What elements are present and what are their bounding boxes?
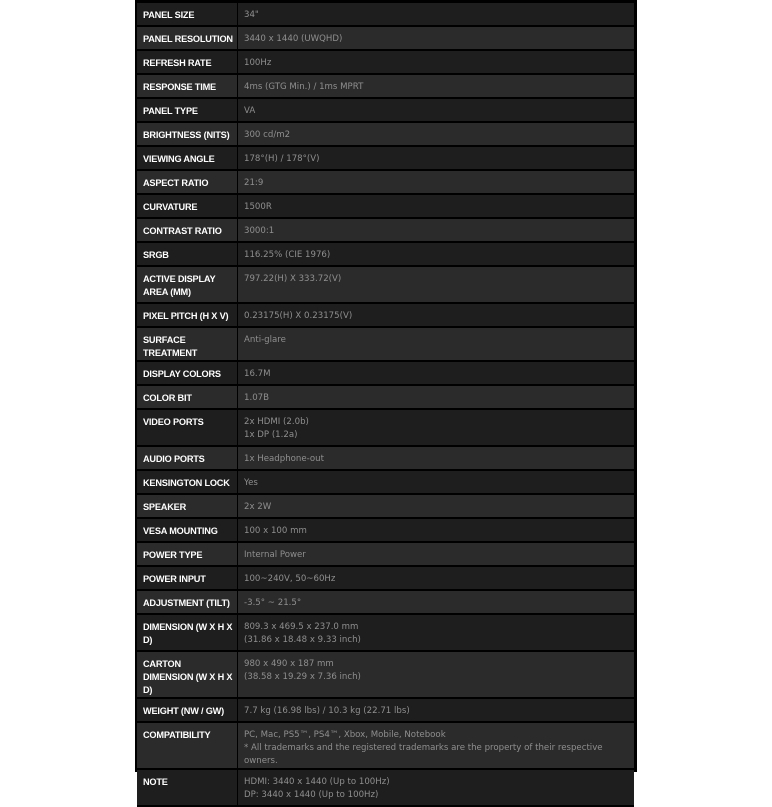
spec-row-panel-resolution [137, 27, 634, 51]
spec-value: Anti-glare [237, 328, 634, 362]
spec-value: 34" [237, 3, 634, 27]
spec-label: ADJUSTMENT (TILT) [137, 591, 237, 615]
spec-value: 300 cd/m2 [237, 123, 634, 147]
spec-row-color-bit [137, 386, 634, 410]
spec-row-speaker [137, 495, 634, 519]
spec-value: 3440 x 1440 (UWQHD) [237, 27, 634, 51]
spec-label: AUDIO PORTS [137, 447, 237, 471]
spec-value: 1.07B [237, 386, 634, 410]
spec-value: 7.7 kg (16.98 lbs) / 10.3 kg (22.71 lbs) [237, 699, 634, 723]
spec-label: VIDEO PORTS [137, 410, 237, 447]
spec-label: POWER INPUT [137, 567, 237, 591]
spec-value: 100~240V, 50~60Hz [237, 567, 634, 591]
spec-value: 2x HDMI (2.0b) 1x DP (1.2a) [237, 410, 634, 447]
spec-label: PANEL TYPE [137, 99, 237, 123]
spec-label: RESPONSE TIME [137, 75, 237, 99]
spec-row-power-input [137, 567, 634, 591]
spec-label: CONTRAST RATIO [137, 219, 237, 243]
spec-value: 16.7M [237, 362, 634, 386]
spec-row-power-type [137, 543, 634, 567]
spec-label: SURFACE TREATMENT [137, 328, 237, 362]
spec-value: 1x Headphone-out [237, 447, 634, 471]
spec-panel [135, 0, 637, 800]
spec-label: SRGB [137, 243, 237, 267]
spec-value: Internal Power [237, 543, 634, 567]
spec-value: 116.25% (CIE 1976) [237, 243, 634, 267]
spec-value: 100Hz [237, 51, 634, 75]
spec-row-brightness [137, 123, 634, 147]
spec-value: 3000:1 [237, 219, 634, 243]
spec-value: 980 x 490 x 187 mm (38.58 x 19.29 x 7.36 inch) [237, 652, 634, 699]
spec-row-audio-ports [137, 447, 634, 471]
spec-label: POWER TYPE [137, 543, 237, 567]
spec-label: VESA MOUNTING [137, 519, 237, 543]
spec-row-panel-type [137, 99, 634, 123]
spec-label: CARTON DIMENSION (W X H X D) [137, 652, 237, 699]
spec-row-active-display-area [137, 267, 634, 304]
spec-row-pixel-pitch [137, 304, 634, 328]
spec-label: COLOR BIT [137, 386, 237, 410]
spec-row-dimension [137, 615, 634, 652]
spec-value: 2x 2W [237, 495, 634, 519]
spec-value: 178°(H) / 178°(V) [237, 147, 634, 171]
spec-value: 100 x 100 mm [237, 519, 634, 543]
spec-label: ASPECT RATIO [137, 171, 237, 195]
spec-row-kensington-lock [137, 471, 634, 495]
spec-label: REFRESH RATE [137, 51, 237, 75]
spec-table [137, 3, 634, 807]
spec-value: 4ms (GTG Min.) / 1ms MPRT [237, 75, 634, 99]
spec-value: -3.5° ~ 21.5° [237, 591, 634, 615]
spec-value: 21:9 [237, 171, 634, 195]
spec-row-video-ports [137, 410, 634, 447]
spec-label: BRIGHTNESS (NITS) [137, 123, 237, 147]
spec-row-panel-size [137, 3, 634, 27]
spec-label: KENSINGTON LOCK [137, 471, 237, 495]
spec-value: 0.23175(H) X 0.23175(V) [237, 304, 634, 328]
spec-row-display-colors [137, 362, 634, 386]
spec-label: WEIGHT (NW / GW) [137, 699, 237, 723]
spec-row-srgb [137, 243, 634, 267]
spec-value: HDMI: 3440 x 1440 (Up to 100Hz) DP: 3440 x 1440 (Up to 100Hz) [237, 770, 634, 807]
spec-value: 809.3 x 469.5 x 237.0 mm (31.86 x 18.48 x 9.33 inch) [237, 615, 634, 652]
spec-label: ACTIVE DISPLAY AREA (MM) [137, 267, 237, 304]
spec-row-curvature [137, 195, 634, 219]
spec-row-adjustment-tilt [137, 591, 634, 615]
spec-value: 1500R [237, 195, 634, 219]
spec-row-compatibility [137, 723, 634, 770]
spec-label: COMPATIBILITY [137, 723, 237, 770]
spec-label: CURVATURE [137, 195, 237, 219]
spec-label: DISPLAY COLORS [137, 362, 237, 386]
spec-row-weight [137, 699, 634, 723]
spec-label: VIEWING ANGLE [137, 147, 237, 171]
spec-row-contrast-ratio [137, 219, 634, 243]
spec-label: PIXEL PITCH (H X V) [137, 304, 237, 328]
spec-row-carton-dimension [137, 652, 634, 699]
spec-row-vesa-mounting [137, 519, 634, 543]
spec-value: 797.22(H) X 333.72(V) [237, 267, 634, 304]
spec-value: VA [237, 99, 634, 123]
spec-row-surface-treatment [137, 328, 634, 362]
spec-label: PANEL RESOLUTION [137, 27, 237, 51]
spec-row-note [137, 770, 634, 807]
spec-row-response-time [137, 75, 634, 99]
spec-row-aspect-ratio [137, 171, 634, 195]
spec-label: NOTE [137, 770, 237, 807]
spec-label: DIMENSION (W X H X D) [137, 615, 237, 652]
spec-value: PC, Mac, PS5™, PS4™, Xbox, Mobile, Notebook * All trademarks and the registered trademarks are the property of their respective owners. [237, 723, 634, 770]
spec-label: PANEL SIZE [137, 3, 237, 27]
spec-label: SPEAKER [137, 495, 237, 519]
spec-value: Yes [237, 471, 634, 495]
spec-row-refresh-rate [137, 51, 634, 75]
spec-row-viewing-angle [137, 147, 634, 171]
